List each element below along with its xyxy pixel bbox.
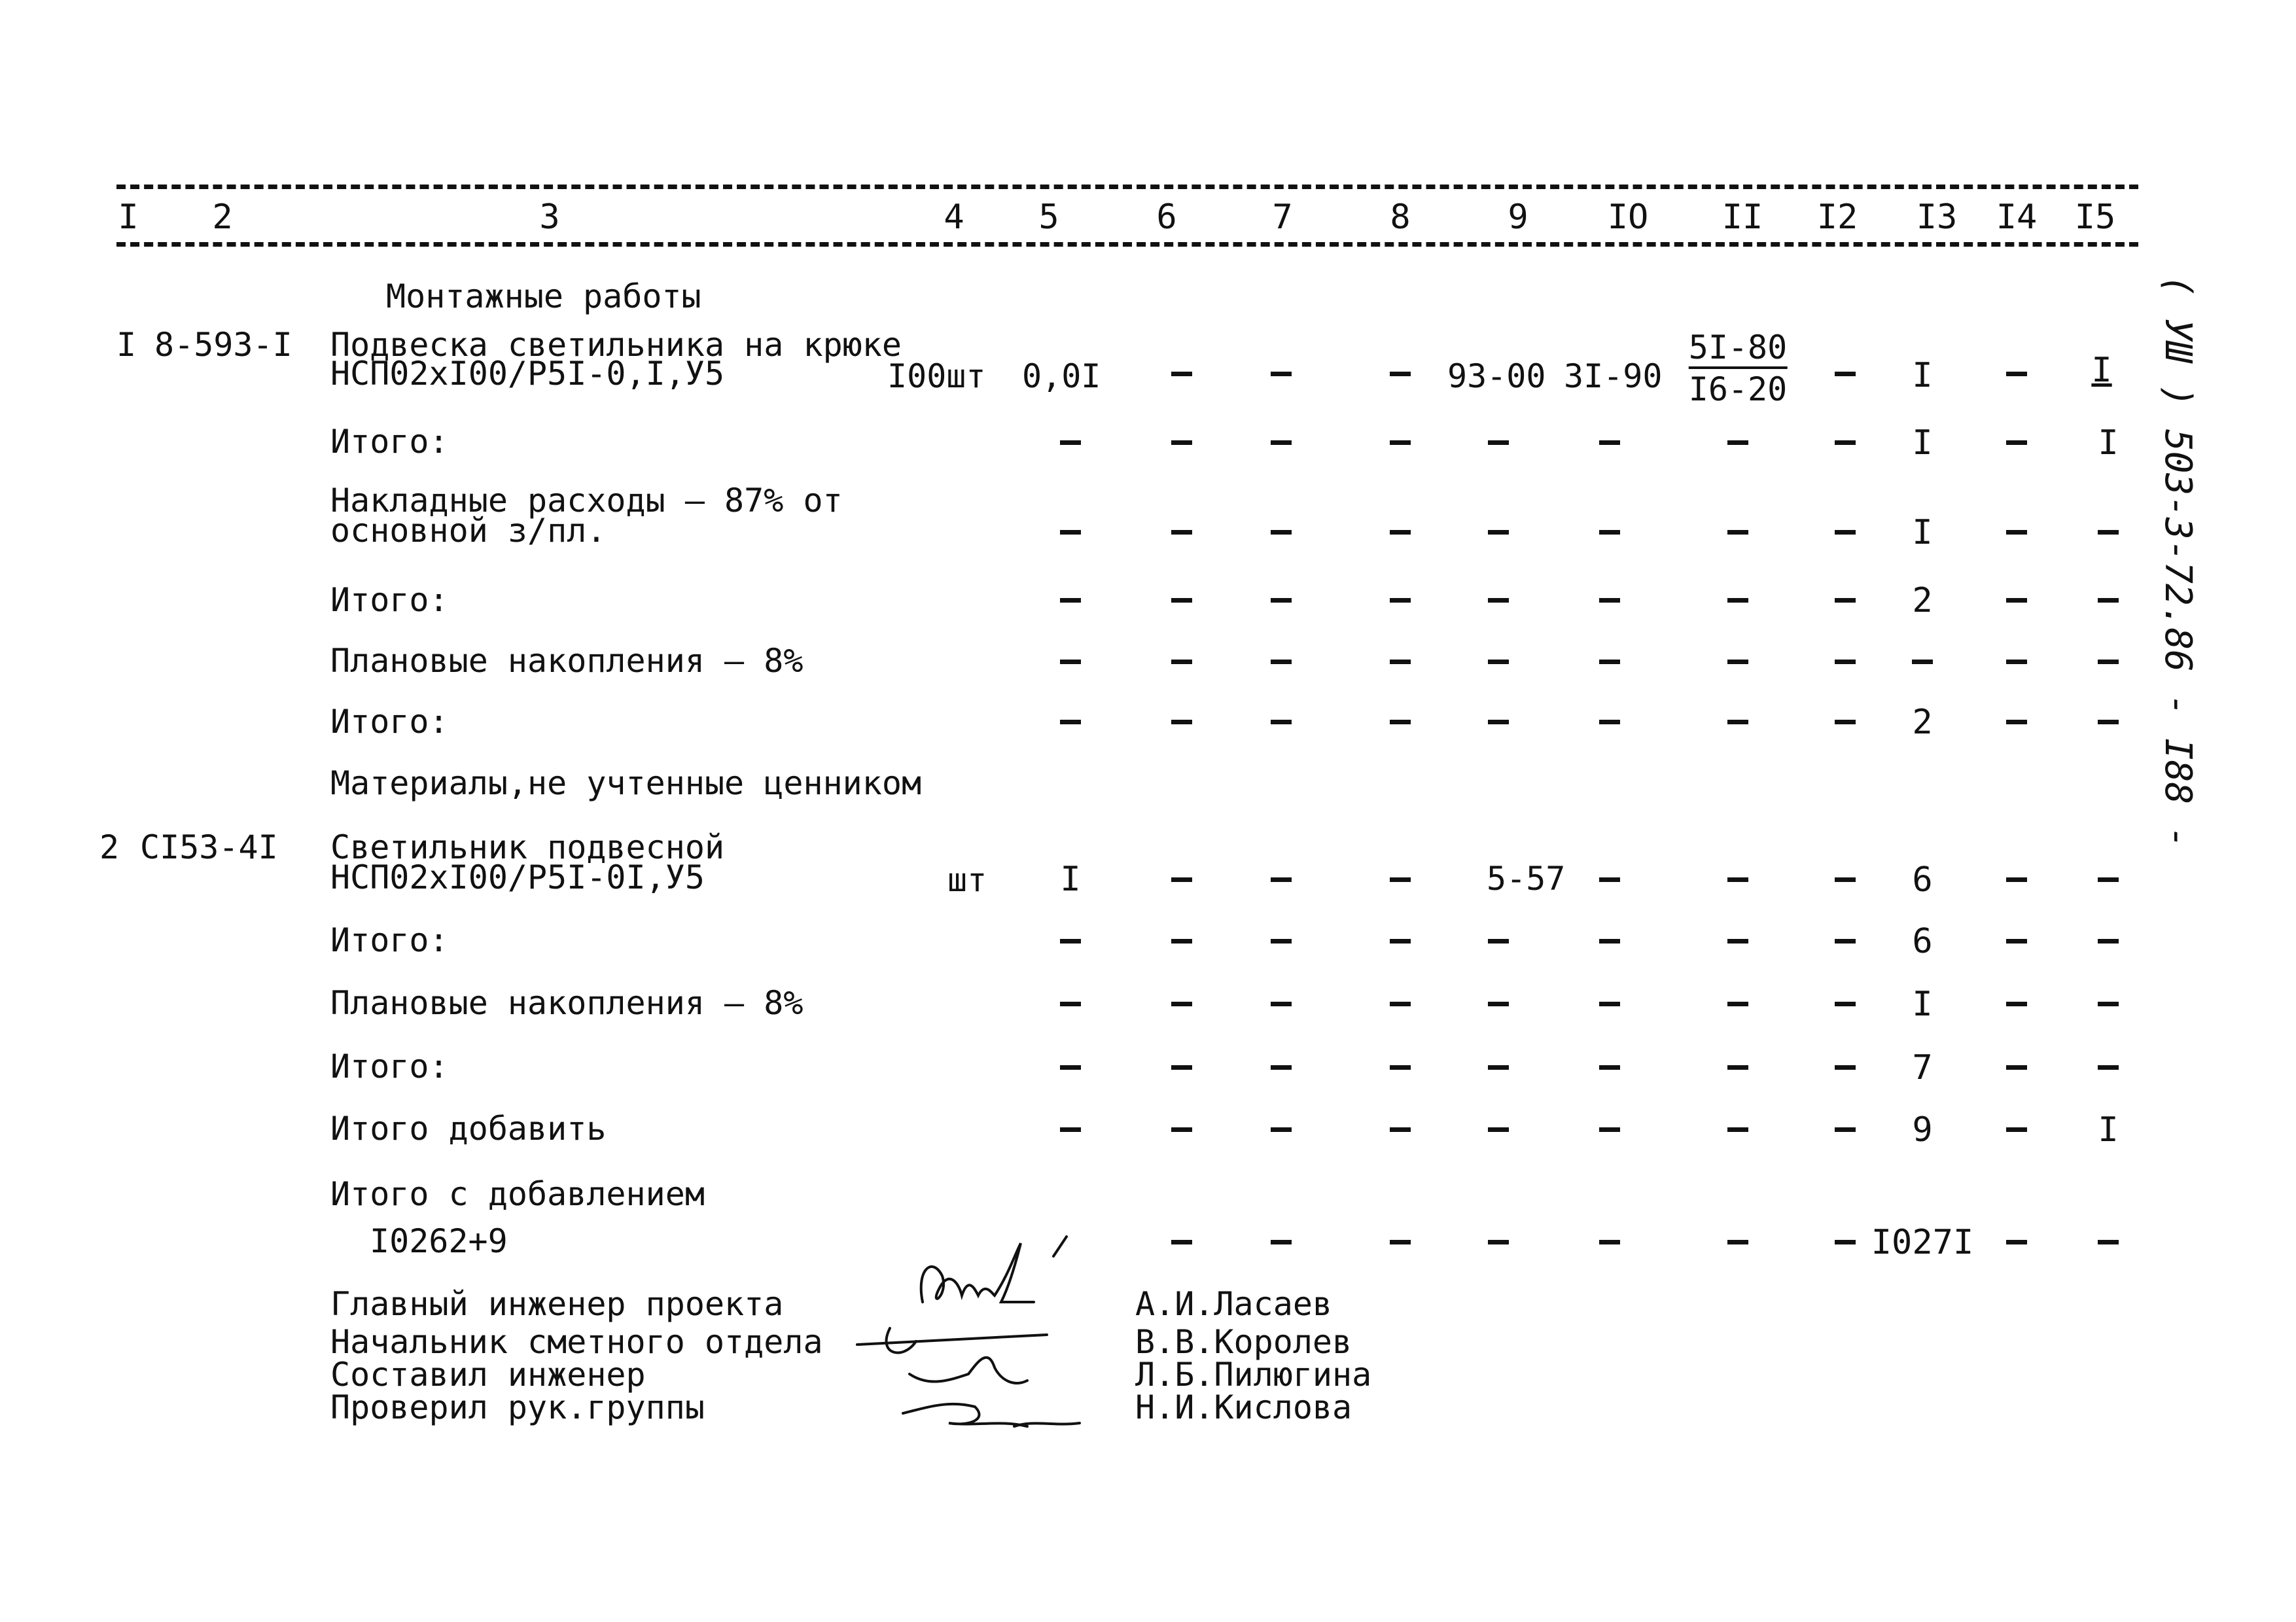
r9-c8-dash — [1390, 939, 1411, 943]
r8-c7-dash — [1271, 877, 1292, 882]
r4-c14-dash — [2006, 598, 2027, 603]
r4-c5-dash — [1060, 598, 1081, 603]
r13-c14-dash — [2006, 1240, 2027, 1244]
r5-c14-dash — [2006, 660, 2027, 664]
r10-c14-dash — [2006, 1002, 2027, 1006]
r2-c15: I — [2098, 423, 2119, 463]
row6-desc: Итого: — [330, 703, 449, 741]
r11-c6-dash — [1171, 1065, 1192, 1070]
r10-c15-dash — [2098, 1002, 2119, 1006]
r6-c14-dash — [2006, 720, 2027, 724]
r12-c6-dash — [1171, 1127, 1192, 1132]
header-col-12: I2 — [1816, 198, 1858, 237]
header-bottom-rule — [116, 242, 2138, 247]
row1-col13: I — [1912, 356, 1933, 395]
r11-c9-dash — [1488, 1065, 1509, 1070]
r10-c13: I — [1912, 985, 1933, 1024]
row5-desc: Плановые накопления – 8% — [330, 642, 804, 680]
header-col-9: 9 — [1508, 198, 1528, 237]
r5-c12-dash — [1835, 660, 1856, 664]
r4-c7-dash — [1271, 598, 1292, 603]
r9-c14-dash — [2006, 939, 2027, 943]
r2-c7-dash — [1271, 440, 1292, 445]
r1-c12-dash — [1835, 372, 1856, 376]
r10-c9-dash — [1488, 1002, 1509, 1006]
r10-c11-dash — [1727, 1002, 1748, 1006]
row1-code: 8-593-I — [154, 326, 292, 364]
r11-c13: 7 — [1912, 1048, 1933, 1087]
r12-c9-dash — [1488, 1127, 1509, 1132]
r13-c10-dash — [1599, 1240, 1620, 1244]
r9-c15-dash — [2098, 939, 2119, 943]
header-col-3: 3 — [539, 198, 560, 237]
r9-c11-dash — [1727, 939, 1748, 943]
r6-c6-dash — [1171, 720, 1192, 724]
signature-role-2: Начальник сметного отдела — [330, 1323, 823, 1361]
r8-c14-dash — [2006, 877, 2027, 882]
r3-c11-dash — [1727, 530, 1748, 535]
header-col-1: I — [118, 198, 139, 237]
r8-c13: 6 — [1912, 860, 1933, 900]
r3-c12-dash — [1835, 530, 1856, 535]
r4-c12-dash — [1835, 598, 1856, 603]
r4-c15-dash — [2098, 598, 2119, 603]
r11-c12-dash — [1835, 1065, 1856, 1070]
r3-c14-dash — [2006, 530, 2027, 535]
row11-desc: Итого: — [330, 1048, 449, 1085]
side-document-code: ( УШ ) 503-3-72.86 - I88 - — [2157, 275, 2199, 849]
r2-c5-dash — [1060, 440, 1081, 445]
r12-c10-dash — [1599, 1127, 1620, 1132]
r1-c8-dash — [1390, 372, 1411, 376]
r4-c11-dash — [1727, 598, 1748, 603]
r12-c8-dash — [1390, 1127, 1411, 1132]
r9-c13: 6 — [1912, 922, 1933, 961]
row13-desc-line2: I0262+9 — [370, 1222, 508, 1260]
r1-c7-dash — [1271, 372, 1292, 376]
r9-c7-dash — [1271, 939, 1292, 943]
r11-c11-dash — [1727, 1065, 1748, 1070]
row2-desc: Итого: — [330, 423, 449, 461]
r6-c7-dash — [1271, 720, 1292, 724]
r3-c8-dash — [1390, 530, 1411, 535]
r10-c6-dash — [1171, 1002, 1192, 1006]
signature-name-3: Л.Б.Пилюгина — [1135, 1356, 1372, 1394]
row1-desc-line2: НСП02хI00/Р5I-0,I,У5 — [330, 355, 725, 393]
row7-desc: Материалы,не учтенные ценником — [330, 764, 922, 802]
header-col-11: II — [1722, 198, 1763, 237]
r5-c10-dash — [1599, 660, 1620, 664]
r6-c11-dash — [1727, 720, 1748, 724]
signature-role-1: Главный инженер проекта — [330, 1285, 784, 1323]
header-col-8: 8 — [1390, 198, 1411, 237]
header-col-13: I3 — [1916, 198, 1958, 237]
row1-col11-fraction — [1688, 328, 1788, 408]
row8-qty: I — [1060, 860, 1081, 899]
r5-c11-dash — [1727, 660, 1748, 664]
r11-c8-dash — [1390, 1065, 1411, 1070]
r12-c5-dash — [1060, 1127, 1081, 1132]
r13-c13: I027I — [1871, 1223, 1974, 1262]
r3-c6-dash — [1171, 530, 1192, 535]
r5-c7-dash — [1271, 660, 1292, 664]
r11-c7-dash — [1271, 1065, 1292, 1070]
section-title-installation: Монтажные работы — [386, 277, 701, 315]
r10-c8-dash — [1390, 1002, 1411, 1006]
r9-c12-dash — [1835, 939, 1856, 943]
row8-unit: шт — [947, 861, 987, 899]
row13-desc-line1: Итого с добавлением — [330, 1175, 705, 1213]
row1-col11-bottom: I6-20 — [1688, 370, 1788, 408]
row1-col10: 3I-90 — [1564, 357, 1663, 395]
r4-c8-dash — [1390, 598, 1411, 603]
r3-c5-dash — [1060, 530, 1081, 535]
r3-c15-dash — [2098, 530, 2119, 535]
r9-c9-dash — [1488, 939, 1509, 943]
r8-c15-dash — [2098, 877, 2119, 882]
r8-c8-dash — [1390, 877, 1411, 882]
r8-c12-dash — [1835, 877, 1856, 882]
r6-c15-dash — [2098, 720, 2119, 724]
r1-c14-dash — [2006, 372, 2027, 376]
header-col-14: I4 — [1996, 198, 2038, 237]
r5-c8-dash — [1390, 660, 1411, 664]
r9-c10-dash — [1599, 939, 1620, 943]
handwritten-signatures — [818, 1230, 1158, 1466]
r13-c6-dash — [1171, 1240, 1192, 1244]
header-col-7: 7 — [1272, 198, 1293, 237]
r6-c8-dash — [1390, 720, 1411, 724]
signature-name-2: В.В.Королев — [1135, 1323, 1352, 1361]
r11-c15-dash — [2098, 1065, 2119, 1070]
r11-c10-dash — [1599, 1065, 1620, 1070]
r13-c9-dash — [1488, 1240, 1509, 1244]
row1-unit: I00шт — [887, 357, 986, 395]
r3-c13: I — [1912, 513, 1933, 552]
r12-c12-dash — [1835, 1127, 1856, 1132]
r8-c6-dash — [1171, 877, 1192, 882]
row3-desc-line1: Накладные расходы – 87% от — [330, 482, 843, 520]
r4-c9-dash — [1488, 598, 1509, 603]
header-col-2: 2 — [212, 198, 233, 237]
r10-c5-dash — [1060, 1002, 1081, 1006]
r13-c15-dash — [2098, 1240, 2119, 1244]
signature-name-1: А.И.Ласаев — [1135, 1285, 1333, 1323]
r8-c10-dash — [1599, 877, 1620, 882]
r2-c13: I — [1912, 423, 1933, 463]
r1-c6-dash — [1171, 372, 1192, 376]
row3-desc-line2: основной з/пл. — [330, 512, 607, 550]
r10-c7-dash — [1271, 1002, 1292, 1006]
header-col-4: 4 — [944, 198, 964, 237]
r12-c14-dash — [2006, 1127, 2027, 1132]
r3-c9-dash — [1488, 530, 1509, 535]
r5-c9-dash — [1488, 660, 1509, 664]
row1-col11-top: 5I-80 — [1689, 331, 1788, 369]
row4-desc: Итого: — [330, 581, 449, 619]
r9-c5-dash — [1060, 939, 1081, 943]
r5-c6-dash — [1171, 660, 1192, 664]
row1-num: I — [116, 326, 137, 364]
row1-col15: I — [2091, 351, 2112, 390]
r2-c10-dash — [1599, 440, 1620, 445]
header-col-15: I5 — [2074, 198, 2116, 237]
r13-c7-dash — [1271, 1240, 1292, 1244]
r12-c13: 9 — [1912, 1110, 1933, 1150]
r2-c9-dash — [1488, 440, 1509, 445]
header-top-rule — [116, 185, 2138, 189]
r2-c6-dash — [1171, 440, 1192, 445]
row1-desc-line1: Подвеска светильника на крюке — [330, 326, 902, 364]
r11-c14-dash — [2006, 1065, 2027, 1070]
header-col-6: 6 — [1156, 198, 1177, 237]
signature-role-4: Проверил рук.группы — [330, 1388, 705, 1426]
row8-num: 2 — [99, 828, 120, 866]
r5-c13-dash — [1912, 660, 1933, 664]
row8-col9: 5-57 — [1487, 860, 1566, 898]
r6-c9-dash — [1488, 720, 1509, 724]
r3-c10-dash — [1599, 530, 1620, 535]
r13-c12-dash — [1835, 1240, 1856, 1244]
r6-c5-dash — [1060, 720, 1081, 724]
r10-c12-dash — [1835, 1002, 1856, 1006]
row8-code: СI53-4I — [140, 828, 278, 866]
r2-c12-dash — [1835, 440, 1856, 445]
r4-c6-dash — [1171, 598, 1192, 603]
row8-desc-line1: Светильник подвесной — [330, 828, 725, 866]
r13-c11-dash — [1727, 1240, 1748, 1244]
row10-desc: Плановые накопления – 8% — [330, 984, 804, 1022]
header-col-10: IO — [1607, 198, 1649, 237]
row12-desc: Итого добавить — [330, 1110, 607, 1148]
r2-c14-dash — [2006, 440, 2027, 445]
r12-c15: I — [2098, 1110, 2119, 1150]
r13-c8-dash — [1390, 1240, 1411, 1244]
r2-c8-dash — [1390, 440, 1411, 445]
row9-desc: Итого: — [330, 921, 449, 959]
signature-name-4: Н.И.Кислова — [1135, 1388, 1352, 1426]
r8-c11-dash — [1727, 877, 1748, 882]
r6-c10-dash — [1599, 720, 1620, 724]
r6-c12-dash — [1835, 720, 1856, 724]
r4-c10-dash — [1599, 598, 1620, 603]
r11-c5-dash — [1060, 1065, 1081, 1070]
r3-c7-dash — [1271, 530, 1292, 535]
r2-c11-dash — [1727, 440, 1748, 445]
r6-c13: 2 — [1912, 703, 1933, 742]
r5-c5-dash — [1060, 660, 1081, 664]
r12-c11-dash — [1727, 1127, 1748, 1132]
r9-c6-dash — [1171, 939, 1192, 943]
r4-c13: 2 — [1912, 581, 1933, 620]
r12-c7-dash — [1271, 1127, 1292, 1132]
header-col-5: 5 — [1038, 198, 1059, 237]
row1-qty: 0,0I — [1022, 357, 1101, 395]
row8-desc-line2: НСП02хI00/Р5I-0I,У5 — [330, 858, 705, 896]
r5-c15-dash — [2098, 660, 2119, 664]
signature-role-3: Составил инженер — [330, 1356, 646, 1394]
row1-col9: 93-00 — [1447, 357, 1546, 395]
r10-c10-dash — [1599, 1002, 1620, 1006]
